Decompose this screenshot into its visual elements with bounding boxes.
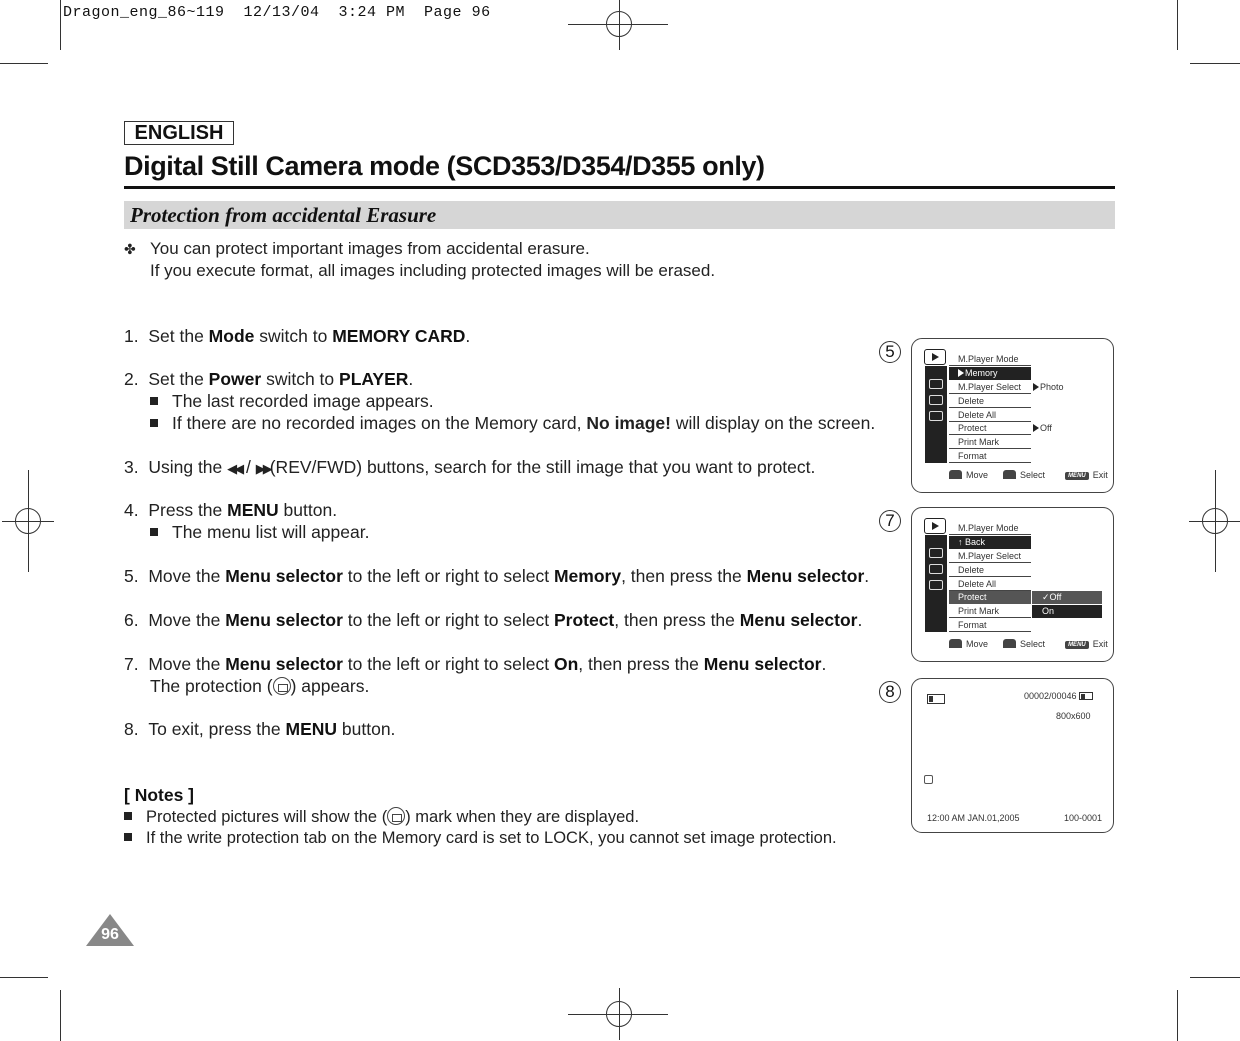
notes-heading: [ Notes ] — [124, 785, 194, 805]
crop-mark-bl-h — [0, 977, 48, 978]
option-off: Off — [1033, 423, 1052, 433]
screen-footer: Move Select MENU Exit — [949, 639, 1108, 649]
square-bullet-icon — [124, 833, 132, 841]
section-title: Protection from accidental Erasure — [130, 203, 437, 227]
step-1: 1. Set the Mode switch to MEMORY CARD. — [124, 326, 471, 346]
screen-5-callout: 5 — [879, 341, 901, 363]
step-3: 3. Using the ◀◀ / ▶▶(REV/FWD) buttons, search for the still image that you want to protect. — [124, 457, 816, 477]
language-label: ENGLISH — [124, 121, 234, 145]
menu-item-mplayer-select[interactable]: M.Player Select — [949, 381, 1031, 394]
date-time: 12:00 AM JAN.01,2005 — [927, 813, 1020, 823]
menu-item-print-mark[interactable]: Print Mark — [949, 436, 1031, 449]
icon-bar — [925, 535, 947, 632]
crop-mark-tr-v — [1177, 0, 1178, 50]
camera-icon — [929, 395, 943, 405]
fwd-icon: ▶▶ — [255, 461, 270, 476]
battery-icon — [927, 694, 945, 704]
menu-item-protect[interactable]: Protect — [949, 591, 1031, 604]
settings-icon — [929, 411, 943, 421]
move-icon — [949, 639, 962, 648]
intro-paragraph — [124, 238, 715, 282]
crop-mark-br-v — [1177, 990, 1178, 1041]
menu-item-delete[interactable]: Delete — [949, 395, 1031, 408]
square-bullet-icon — [150, 528, 158, 536]
file-number: 100-0001 — [1064, 813, 1103, 823]
image-resolution: 800x600 — [1056, 711, 1091, 721]
screen-7 — [911, 507, 1114, 662]
step-5: 5. Move the Menu selector to the left or right to select Memory, then press the Menu selector. — [124, 566, 870, 586]
print-slug: Dragon_eng_86~119 12/13/04 3:24 PM Page 96 — [63, 4, 491, 21]
memory-card-icon — [929, 548, 943, 558]
arrow-right-icon — [1033, 383, 1039, 391]
note-2: If the write protection tab on the Memory card is set to LOCK, you cannot set image protection. — [124, 829, 837, 848]
screen-7-callout: 7 — [879, 510, 901, 532]
up-arrow-icon: ↑ — [958, 537, 963, 547]
camera-icon — [929, 564, 943, 574]
section-bar — [124, 201, 1115, 229]
screen-8 — [911, 678, 1114, 833]
protection-mark-icon — [924, 775, 933, 784]
menu-item-mplayer-select[interactable]: M.Player Select — [949, 550, 1031, 563]
select-icon — [1003, 470, 1016, 479]
menu-item-memory[interactable]: Memory — [949, 367, 1031, 380]
step-2-sub-2: If there are no recorded images on the Memory card, No image! will display on the screen. — [150, 413, 875, 434]
screen-footer: Move Select MENU Exit — [949, 470, 1108, 480]
menu-item-delete[interactable]: Delete — [949, 564, 1031, 577]
menu-item-mplayer-mode[interactable]: M.Player Mode — [949, 522, 1031, 535]
step-6: 6. Move the Menu selector to the left or right to select Protect, then press the Menu selector. — [124, 610, 863, 630]
intro-line-1: You can protect important images from accidental erasure. — [150, 239, 590, 258]
step-7: 7. Move the Menu selector to the left or right to select On, then press the Menu selector. — [124, 654, 827, 674]
settings-icon — [929, 580, 943, 590]
crop-mark-br-h — [1190, 977, 1240, 978]
registration-line-bottom — [568, 1014, 668, 1015]
step-2: 2. Set the Power switch to PLAYER. — [124, 369, 414, 389]
arrow-right-icon — [958, 369, 964, 377]
menu-item-protect[interactable]: Protect — [949, 422, 1031, 435]
square-bullet-icon — [124, 812, 132, 820]
screen-8-callout: 8 — [879, 681, 901, 703]
rew-icon: ◀◀ — [227, 461, 242, 476]
check-icon: ✓ — [1042, 592, 1050, 602]
crop-mark-tl-v — [60, 0, 61, 50]
player-mode-icon — [924, 349, 946, 365]
title-rule — [124, 186, 1115, 189]
menu-item-format[interactable]: Format — [949, 619, 1031, 632]
image-counter: 00002/00046 — [1024, 691, 1093, 701]
menu-button-icon: MENU — [1065, 472, 1089, 480]
move-icon — [949, 470, 962, 479]
registration-line-top — [568, 24, 668, 25]
step-4: 4. Press the MENU button. — [124, 500, 338, 520]
menu-item-mplayer-mode[interactable]: M.Player Mode — [949, 353, 1031, 366]
page-number: 96 — [101, 926, 119, 943]
protection-icon — [273, 677, 291, 695]
menu-item-back[interactable]: ↑ Back — [949, 536, 1031, 549]
crop-mark-bl-v — [60, 990, 61, 1041]
registration-line-right — [1215, 470, 1216, 572]
crop-mark-tl-h — [0, 63, 48, 64]
menu-item-print-mark[interactable]: Print Mark — [949, 605, 1031, 618]
square-bullet-icon — [150, 397, 158, 405]
option-on[interactable]: On — [1032, 605, 1102, 618]
select-icon — [1003, 639, 1016, 648]
step-7-line-2: The protection ( ) appears. — [150, 676, 370, 696]
player-mode-icon — [924, 518, 946, 534]
protection-icon — [387, 807, 405, 825]
step-2-sub-1: The last recorded image appears. — [150, 391, 434, 412]
menu-item-delete-all[interactable]: Delete All — [949, 578, 1031, 591]
intro-bullet-icon: ✤ — [124, 241, 136, 257]
icon-bar — [925, 366, 947, 463]
option-photo: Photo — [1033, 382, 1064, 392]
step-8: 8. To exit, press the MENU button. — [124, 719, 396, 739]
memory-card-icon — [1079, 692, 1093, 700]
menu-button-icon: MENU — [1065, 641, 1089, 649]
registration-mark-top — [593, 0, 645, 50]
square-bullet-icon — [150, 419, 158, 427]
menu-item-format[interactable]: Format — [949, 450, 1031, 463]
option-off[interactable]: ✓Off — [1032, 591, 1102, 604]
arrow-right-icon — [1033, 424, 1039, 432]
crop-mark-tr-h — [1190, 63, 1240, 64]
registration-line-left — [28, 470, 29, 572]
memory-card-icon — [929, 379, 943, 389]
note-1: Protected pictures will show the ( ) mark when they are displayed. — [124, 807, 639, 827]
menu-item-delete-all[interactable]: Delete All — [949, 409, 1031, 422]
intro-line-2: If you execute format, all images including protected images will be erased. — [150, 261, 716, 280]
screen-5 — [911, 338, 1114, 493]
page-title: Digital Still Camera mode (SCD353/D354/D355 only) — [124, 151, 765, 181]
step-4-sub-1: The menu list will appear. — [150, 522, 369, 543]
